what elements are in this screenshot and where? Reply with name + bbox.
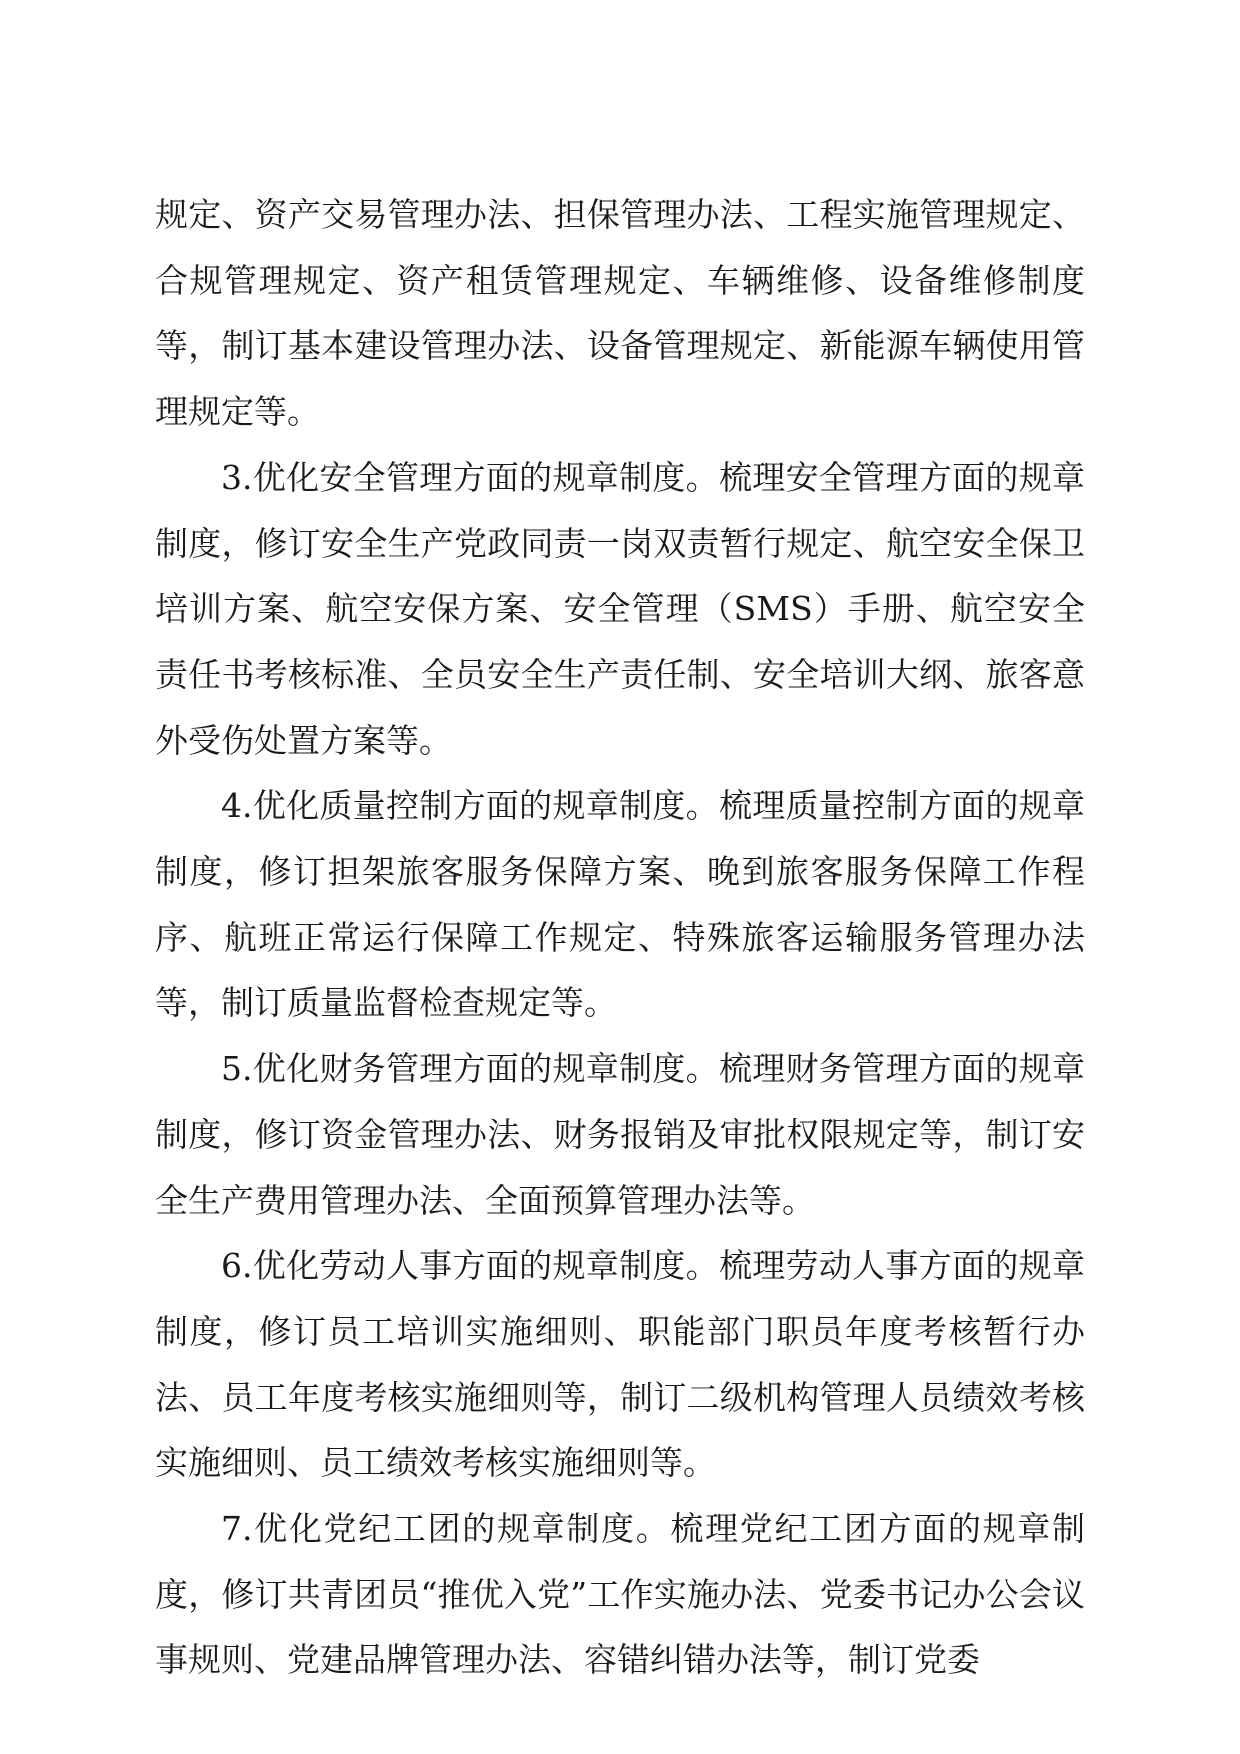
paragraph-labor-personnel: 6.优化劳动人事方面的规章制度。梳理劳动人事方面的规章制度，修订员工培训实施细则、职能部门职员年度考核暂行办法、员工年度考核实施细则等，制订二级机构管理人员绩效考核实施细则、员工绩效考核实施细则等。 <box>155 1246 1085 1483</box>
paragraph-safety-management: 3.优化安全管理方面的规章制度。梳理安全管理方面的规章制度，修订安全生产党政同责一岗双责暂行规定、航空安全保卫培训方案、航空安保方案、安全管理（SMS）手册、航空安全责任书考核标准、全员安全生产责任制、安全培训大纲、旅客意外受伤处置方案等。 <box>155 457 1085 760</box>
paragraph-financial-management: 5.优化财务管理方面的规章制度。梳理财务管理方面的规章制度，修订资金管理办法、财务报销及审批权限规定等，制订安全生产费用管理办法、全面预算管理办法等。 <box>155 1049 1085 1220</box>
paragraph-party-discipline: 7.优化党纪工团的规章制度。梳理党纪工团方面的规章制度，修订共青团员“推优入党”工作实施办法、党委书记办公会议事规则、党建品牌管理办法、容错纠错办法等，制订党委 <box>155 1509 1085 1680</box>
paragraph-quality-control: 4.优化质量控制方面的规章制度。梳理质量控制方面的规章制度，修订担架旅客服务保障方案、晚到旅客服务保障工作程序、航班正常运行保障工作规定、特殊旅客运输服务管理办法等，制订质量监督检查规定等。 <box>155 786 1085 1023</box>
document-body <box>155 182 1085 1693</box>
paragraph-continuation: 规定、资产交易管理办法、担保管理办法、工程实施管理规定、合规管理规定、资产租赁管理规定、车辆维修、设备维修制度等，制订基本建设管理办法、设备管理规定、新能源车辆使用管理规定等。 <box>155 195 1085 432</box>
